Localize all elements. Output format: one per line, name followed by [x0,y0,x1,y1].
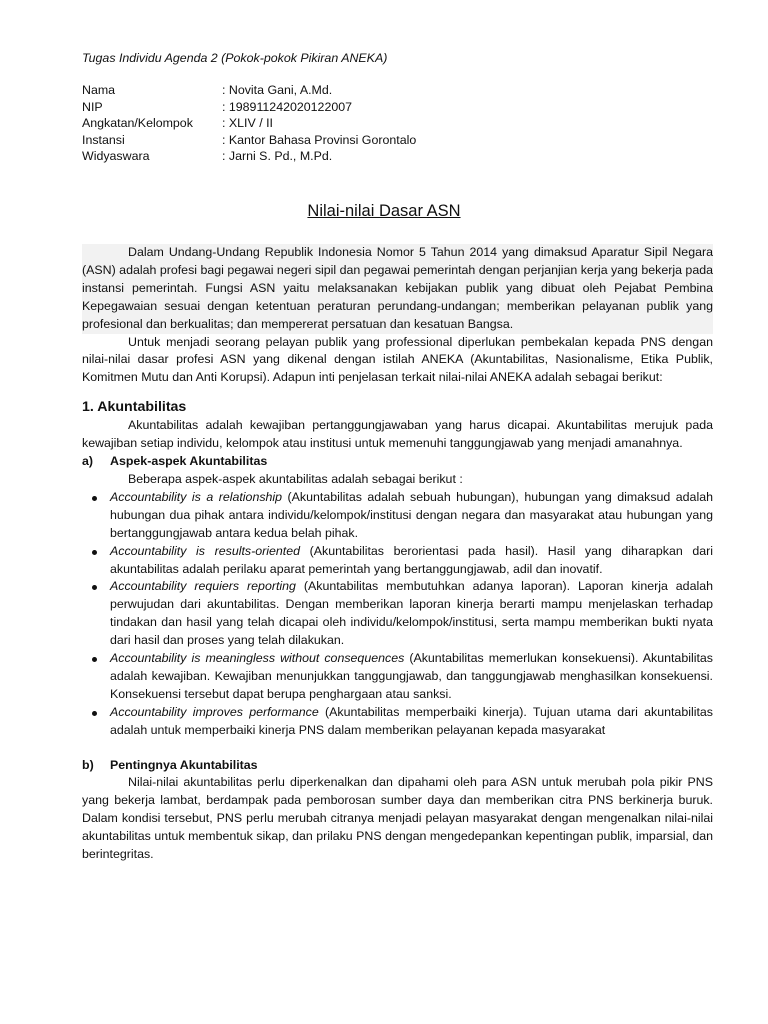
item-text: (Akuntabilitas berorientasi pada hasil). Hasil yang diharapkan dari akuntabilitas adalah perilaku aparat pemerintah yang bertanggungjawab, adil dan inovatif. [110,543,713,576]
item-text: (Akuntabilitas membutuhkan adanya laporan). Laporan kinerja adalah perwujudan dari akuntabilitas. Dengan memberikan laporan kinerja berarti mampu menjelaskan terhadap tindakan dan hasil yang telah dicapai oleh individu/kelompok/institusi, serta mampu memberikan bukti nyata dari hasil dan proses yang telah dilakukan. [110,579,713,648]
item-term: Accountability improves performance [110,704,319,719]
subsection-heading-pentingnya [82,757,713,775]
subsection-letter: b) [82,757,94,772]
assignment-title: Tugas Individu Agenda 2 (Pokok-pokok Pikiran ANEKA) [82,51,388,65]
list-item [82,704,713,740]
item-term: Accountability is meaningless without consequences [110,651,405,666]
section-heading-akuntabilitas: 1. Akuntabilitas [82,399,187,416]
list-item [82,489,713,543]
meta-label: Widyaswara [82,149,150,163]
list-item [82,578,713,650]
item-term: Accountability is results-oriented [110,543,301,558]
subsection-title: Aspek-aspek Akuntabilitas [110,454,268,469]
bullet-icon [92,585,97,590]
aspek-list [82,489,713,740]
meta-value: : 198911242020122007 [222,99,353,114]
item-term: Accountability is a relationship [110,489,283,504]
bullet-icon [92,711,97,716]
meta-row-angkatan [82,115,416,132]
item-term: Accountability requiers reporting [110,579,296,594]
meta-row-nip [82,99,416,116]
bullet-icon [92,496,97,501]
meta-row-instansi [82,132,416,149]
meta-label: Angkatan/Kelompok [82,116,193,130]
list-item [82,543,713,579]
meta-value: : Kantor Bahasa Provinsi Gorontalo [222,132,417,147]
intro-paragraph-1: Dalam Undang-Undang Republik Indonesia Nomor 5 Tahun 2014 yang dimaksud Aparatur Sipil Negara (ASN) adalah profesi bagi pegawai negeri sipil dan pegawai pemerintah dengan perjanjian kerja yang bekerja pada instansi pemerintah. Fungsi ASN yaitu melaksanakan kebijakan publik yang dibuat oleh Pejabat Pembina Kepegawaian sesuai dengan ketentuan peraturan perundang-undangan; memberikan pelayanan publik yang profesional dan berkualitas; dan mempererat persatuan dan kesatuan Bangsa. [82,244,713,334]
subsection-title: Pentingnya Akuntabilitas [110,757,258,772]
akuntabilitas-definition: Akuntabilitas adalah kewajiban pertanggungjawaban yang harus dicapai. Akuntabilitas merujuk pada kewajiban setiap individu, kelompok atau institusi untuk memenuhi tanggungjawab yang menjadi amanahnya. [82,418,713,451]
list-item [82,650,713,704]
meta-label: NIP [82,99,103,114]
meta-row-nama [82,82,416,99]
meta-label: Nama [82,83,116,97]
item-text: (Akuntabilitas memerlukan konsekuensi). Akuntabilitas adalah kewajiban. Kewajiban menunjukkan tanggungjawab, dan tanggungjawab menghasilkan konsekuensi. Konsekuensi tersebut dapat berupa penghargaan atau sanksi. [110,651,713,701]
item-text: (Akuntabilitas memperbaiki kinerja). Tujuan utama dari akuntabilitas adalah untuk memperbaiki kinerja PNS dalam memberikan pelayanan kepada masyarakat [110,704,713,737]
item-text: (Akuntabilitas adalah sebuah hubungan), hubungan yang dimaksud adalah hubungan dua pihak antara individu/kelompok/institusi dengan negara dan masyarakat atau hubungan yang bertanggungjawab antara kedua belah pihak. [110,489,713,540]
bullet-icon [92,657,97,662]
identity-block [82,82,416,165]
document-body [82,244,713,864]
meta-label: Instansi [82,132,125,147]
aspek-intro: Beberapa aspek-aspek akuntabilitas adalah sebagai berikut : [128,471,463,486]
intro-paragraph-2: Untuk menjadi seorang pelayan publik yang professional diperlukan pembekalan kepada PNS dengan nilai-nilai dasar profesi ASN yang dikenal dengan istilah ANEKA (Akuntabilitas, Nasionalisme, Etika Publik, Komitmen Mutu dan Anti Korupsi). Adapun inti penjelasan terkait nilai-nilai ANEKA adalah sebagai berikut: [82,334,713,385]
document-title: Nilai-nilai Dasar ASN [307,202,461,220]
pentingnya-paragraph: Nilai-nilai akuntabilitas perlu diperkenalkan dan dipahami oleh para ASN untuk merubah pola pikir PNS yang bekerja lambat, berdampak pada pemborosan sumber daya dan memberikan citra PNS berkinerja buruk. Dalam kondisi tersebut, PNS perlu merubah citranya menjadi pelayan masyarakat dengan mengenalkan nilai-nilai akuntabilitas untuk membentuk sikap, dan prilaku PNS dengan mengedepankan kepentingan publik, imparsial, dan berintegritas. [82,775,713,862]
spacer [82,740,713,757]
bullet-icon [92,550,97,555]
subsection-heading-aspek [82,453,713,471]
subsection-letter: a) [82,454,94,469]
meta-row-widyaswara [82,148,416,165]
meta-value: : Novita Gani, A.Md. [222,83,333,97]
meta-value: : XLIV / II [222,116,273,130]
meta-value: : Jarni S. Pd., M.Pd. [222,149,333,163]
